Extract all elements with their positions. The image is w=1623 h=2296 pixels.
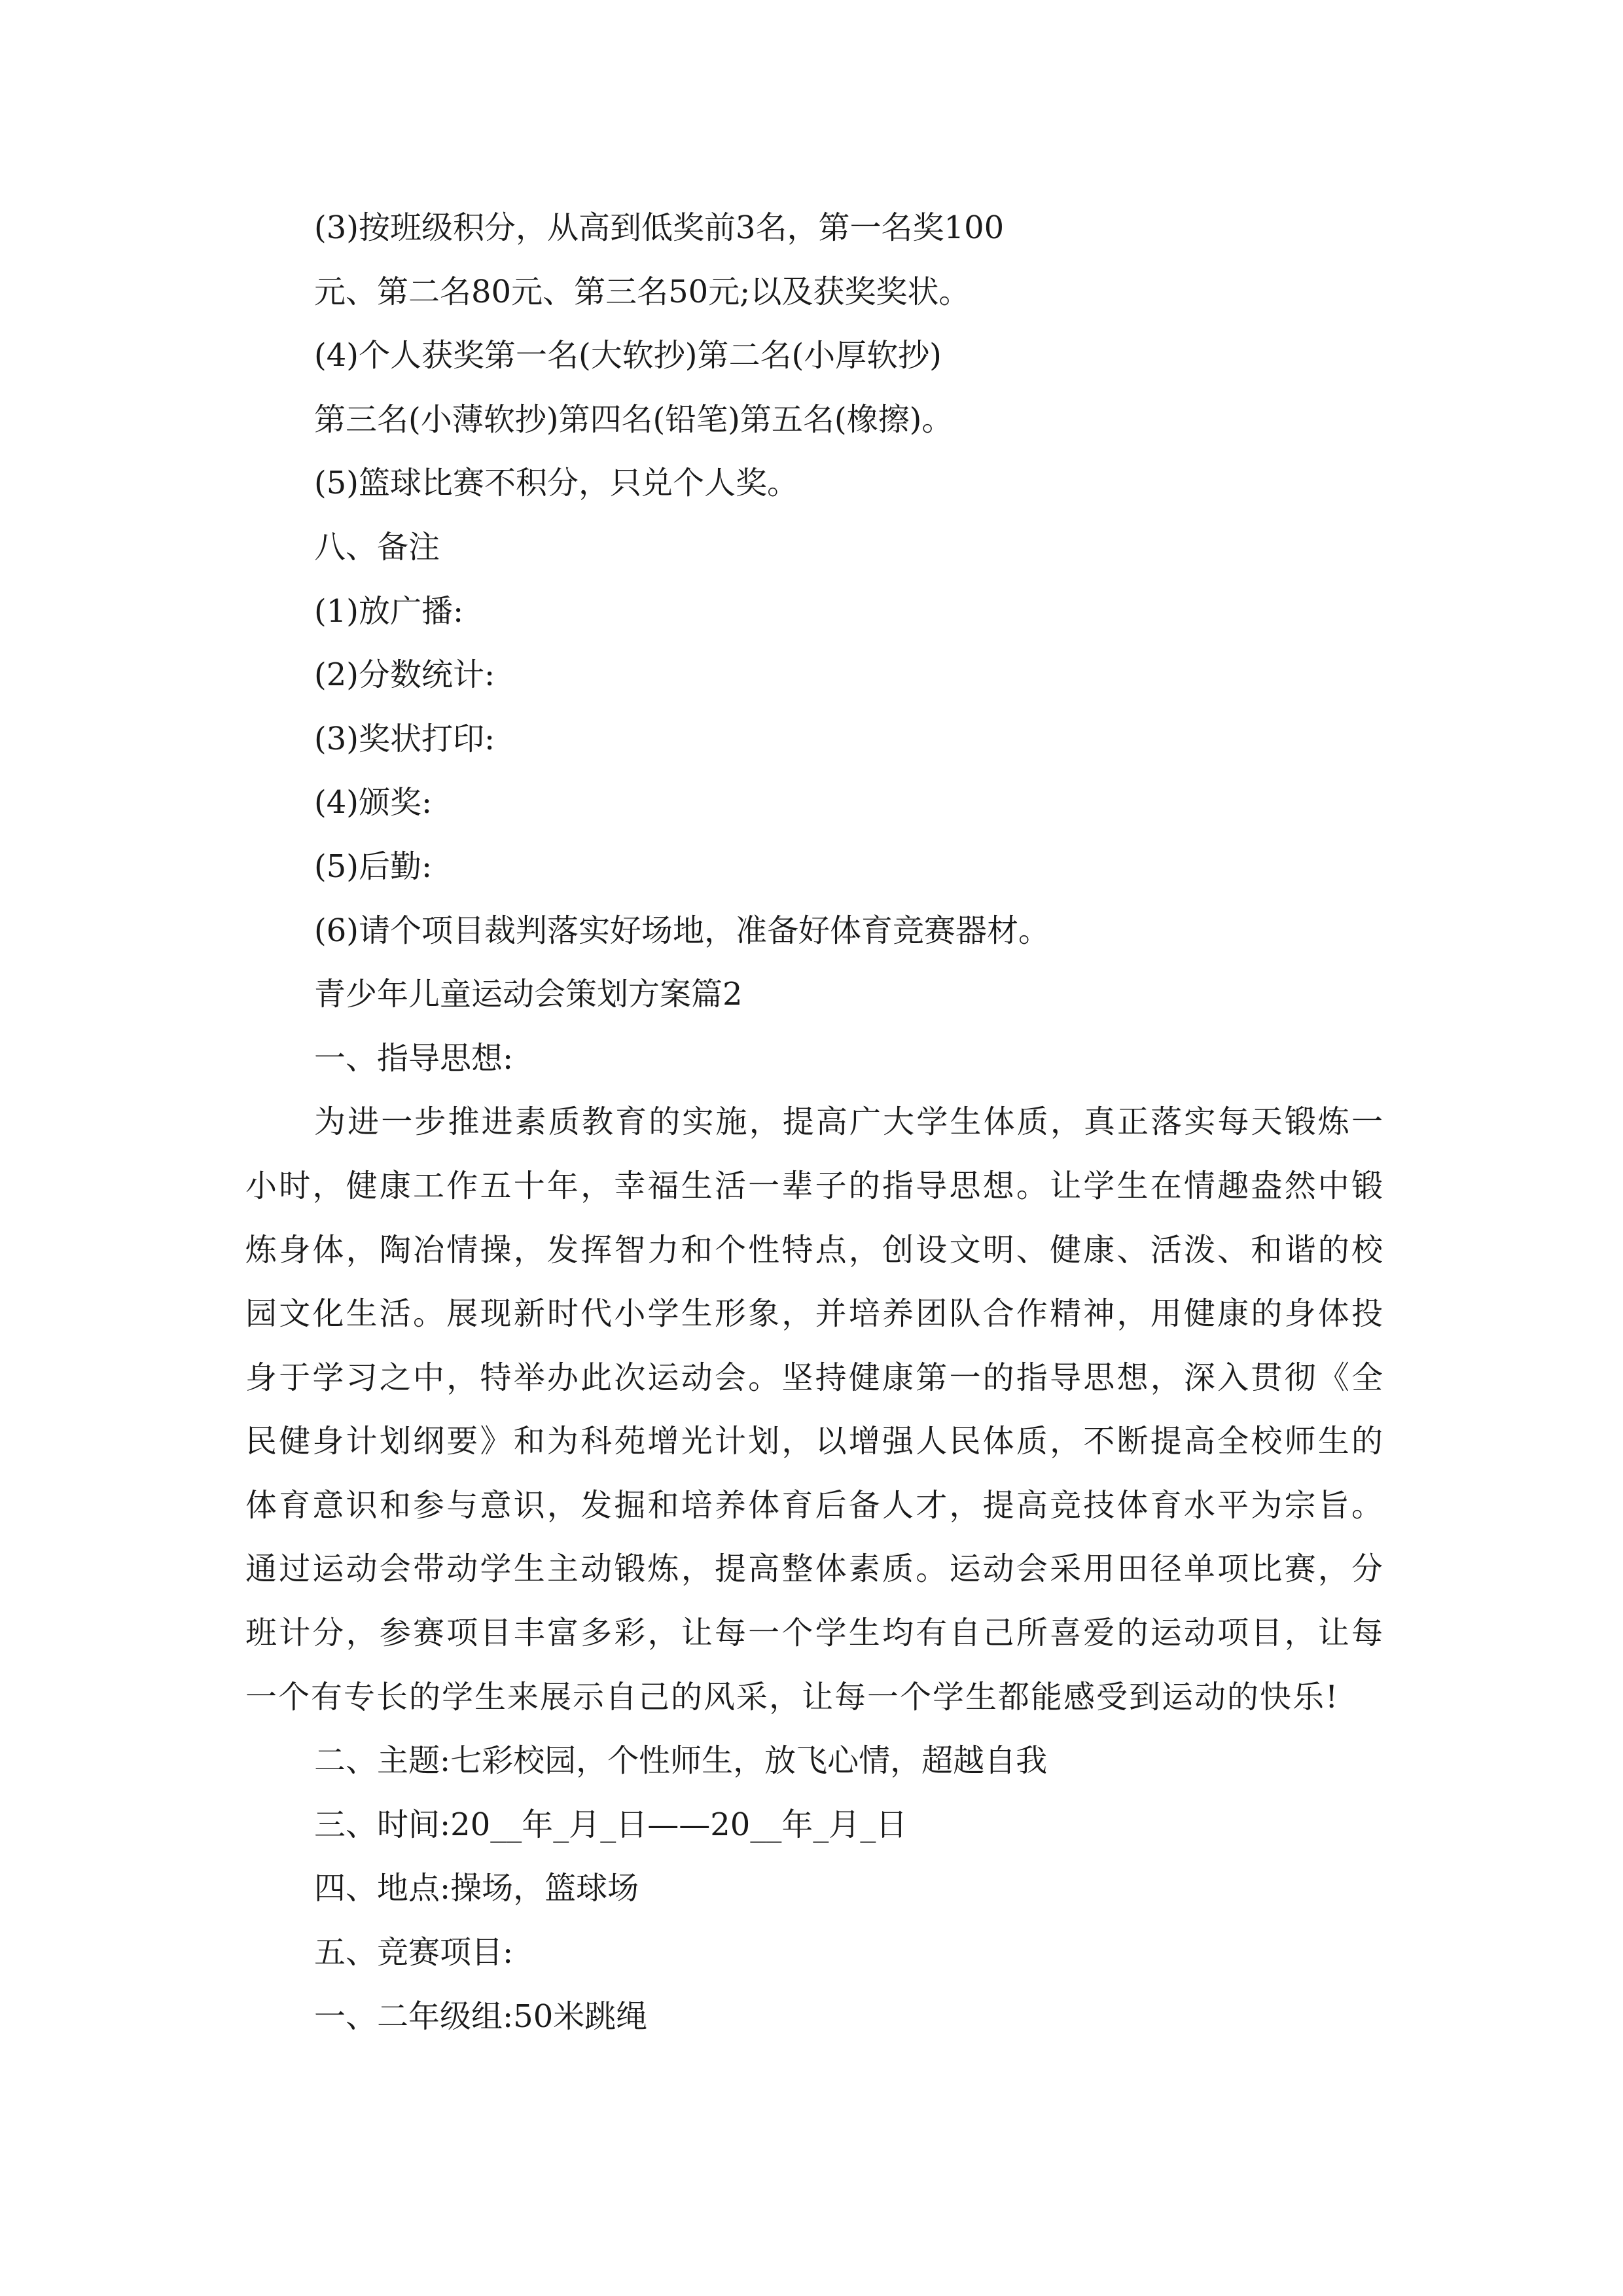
text-line: (2)分数统计:	[314, 656, 495, 694]
body-paragraph: 为进一步推进素质教育的实施，提高广大学生体质，真正落实每天锻炼一小时，健康工作五十年，幸福生活一辈子的指导思想。让学生在情趣盎然中锻炼身体，陶冶情操，发挥智力和个性特点，创设文明、健康、活泼、和谐的校园文化生活。展现新时代小学生形象，并培养团队合作精神，用健康的身体投身于学习之中，特举办此次运动会。坚持健康第一的指导思想，深入贯彻《全民健身计划纲要》和为科苑增光计划，以增强人民体质，不断提高全校师生的体育意识和参与意识，发掘和培养体育后备人才，提高竞技体育水平为宗旨。通过运动会带动学生主动锻炼，提高整体素质。运动会采用田径单项比赛，分班计分，参赛项目丰富多彩，让每一个学生均有自己所喜爱的运动项目，让每一个有专长的学生来展示自己的风采，让每一个学生都能感受到运动的快乐!	[245, 1103, 1384, 1715]
text-line: (1)放广播:	[314, 592, 464, 630]
text-line: 二、主题:七彩校园，个性师生，放飞心情，超越自我	[314, 1742, 1048, 1780]
article-title: 青少年儿童运动会策划方案篇2	[314, 976, 743, 1013]
text-line: (3)奖状打印:	[314, 720, 495, 757]
section-heading: 八、备注	[314, 528, 440, 565]
document-body	[245, 196, 1384, 2049]
section-heading: 一、指导思想:	[314, 1039, 514, 1077]
section-heading: 五、竞赛项目:	[314, 1934, 514, 1971]
text-line: (4)颁奖:	[314, 784, 433, 821]
text-line: (4)个人获奖第一名(大软抄)第二名(小厚软抄)	[314, 337, 942, 374]
text-line: 第三名(小薄软抄)第四名(铅笔)第五名(橡擦)。	[314, 401, 954, 438]
text-line: 四、地点:操场，篮球场	[314, 1870, 639, 1907]
text-line: (3)按班级积分，从高到低奖前3名，第一名奖100	[314, 209, 1005, 246]
text-line: 元、第二名80元、第三名50元;以及获奖奖状。	[314, 273, 971, 310]
text-line: 一、二年级组:50米跳绳	[314, 1998, 648, 2035]
text-line: (5)后勤:	[314, 848, 433, 885]
text-line: 三、时间:20__年_月_日——20__年_月_日	[314, 1806, 908, 1843]
text-line: (6)请个项目裁判落实好场地，准备好体育竞赛器材。	[314, 912, 1050, 949]
text-line: (5)篮球比赛不积分，只兑个人奖。	[314, 465, 798, 502]
